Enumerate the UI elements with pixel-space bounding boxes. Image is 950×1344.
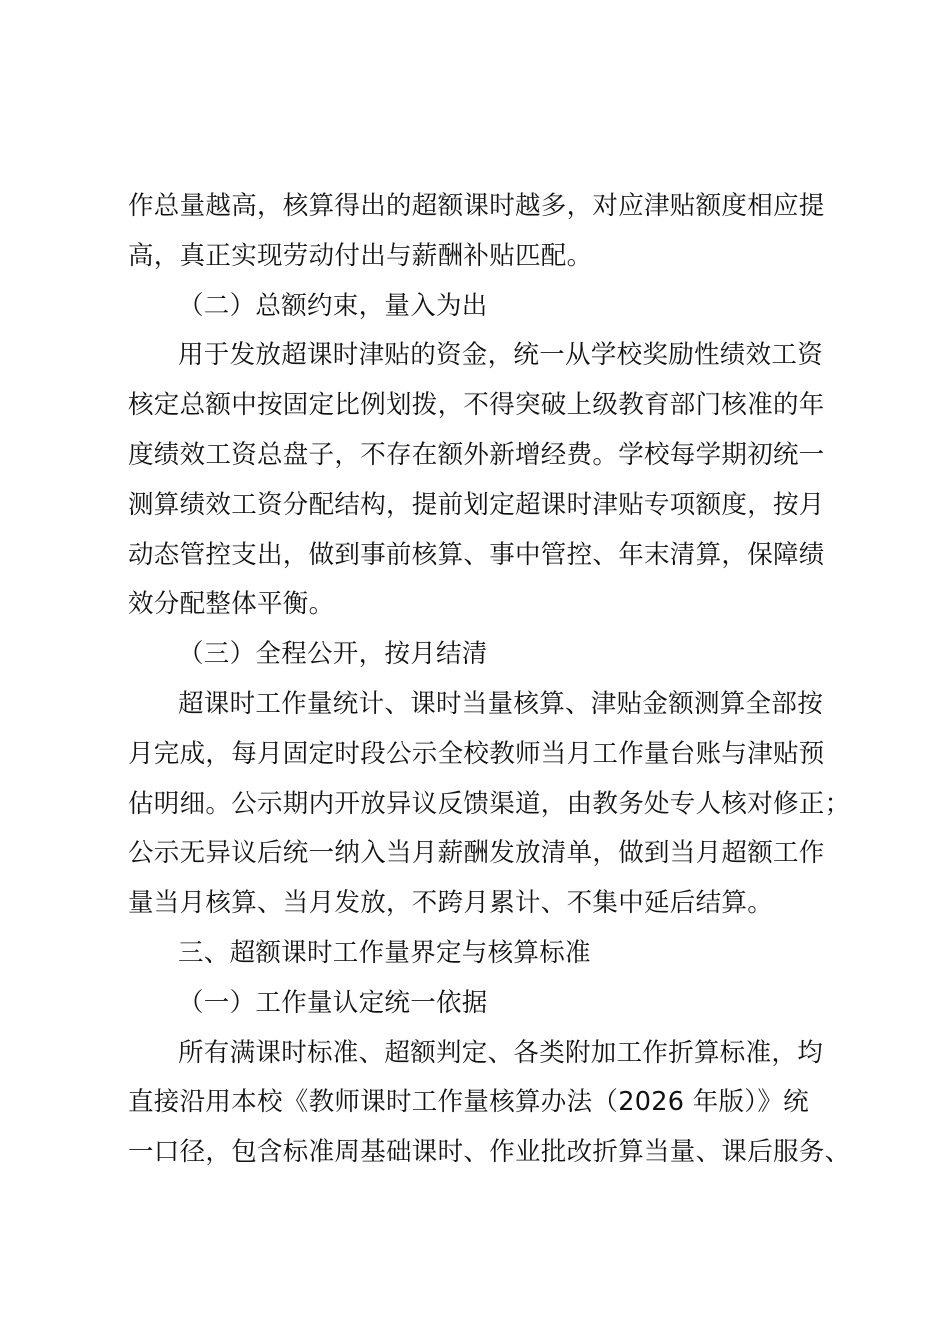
text-line-13: 估明细。公示期内开放异议反馈渠道，由教务处专人核对修正； [128, 788, 851, 819]
text-line-8: 动态管控支出，做到事前核算、事中管控、年末清算，保障绩 [128, 539, 825, 570]
section-heading-2: （二）总额约束，量入为出 [178, 290, 488, 321]
text-line-2: 高，真正实现劳动付出与薪酬补贴匹配。 [128, 240, 593, 271]
text-line-20: 一口径，包含标准周基础课时、作业批改折算当量、课后服务、 [128, 1137, 851, 1168]
section-heading-3: （三）全程公开，按月结清 [178, 639, 488, 670]
paragraph-start: 用于发放超课时津贴的资金，统一从学校奖励性绩效工资 [178, 340, 824, 371]
text-line-14: 公示无异议后统一纳入当月薪酬发放清单，做到当月超额工作 [128, 838, 825, 869]
text-line-12: 月完成，每月固定时段公示全校教师当月工作量台账与津贴预 [128, 738, 825, 769]
text-line-7: 测算绩效工资分配结构，提前划定超课时津贴专项额度，按月 [128, 489, 825, 520]
chapter-heading-3: 三、超额课时工作量界定与核算标准 [178, 937, 591, 968]
text-line-19: 直接沿用本校《教师课时工作量核算办法（2026 年版）》统 [128, 1087, 809, 1118]
paragraph-start: 所有满课时标准、超额判定、各类附加工作折算标准，均 [178, 1037, 824, 1068]
text-line-9: 效分配整体平衡。 [128, 589, 335, 620]
text-line-5: 核定总额中按固定比例划拨，不得突破上级教育部门核准的年 [128, 390, 825, 421]
text-line-15: 量当月核算、当月发放，不跨月累计、不集中延后结算。 [128, 888, 774, 919]
paragraph-start: 超课时工作量统计、课时当量核算、津贴金额测算全部按 [178, 688, 824, 719]
body-text [128, 182, 851, 1178]
text-line-1: 作总量越高，核算得出的超额课时越多，对应津贴额度相应提 [128, 191, 825, 221]
section-heading-3-1: （一）工作量认定统一依据 [178, 987, 488, 1018]
text-line-6: 度绩效工资总盘子，不存在额外新增经费。学校每学期初统一 [128, 439, 825, 470]
